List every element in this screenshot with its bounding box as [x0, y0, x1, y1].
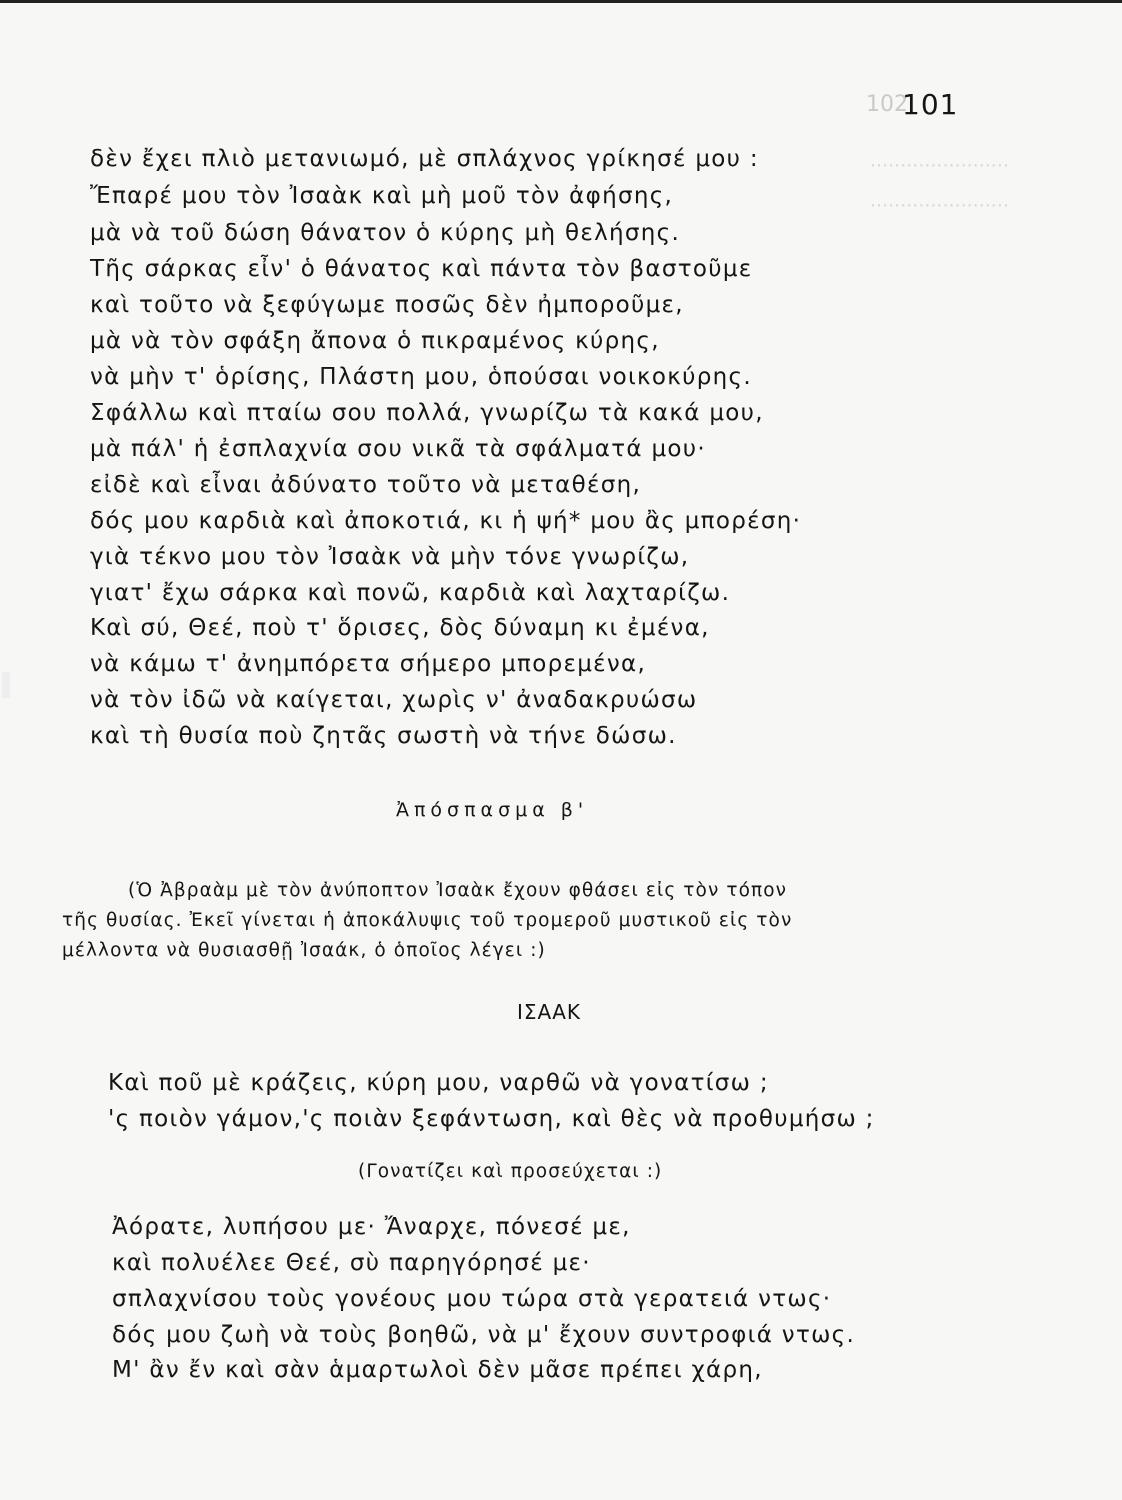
page-top-edge: [0, 0, 1122, 3]
verse-line: Ἀόρατε, λυπήσου με· Ἄναρχε, πόνεσέ με,: [112, 1214, 631, 1240]
verse-line: Σφάλλω καὶ πταίω σου πολλά, γνωρίζω τὰ κακά μου,: [90, 400, 764, 426]
speaker-name: ΙΣΑΑΚ: [517, 1000, 582, 1024]
show-through-text: ······················· ·······················: [870, 155, 1009, 217]
verse-line: δὲν ἔχει πλιὸ μετανιωμό, μὲ σπλάχνος γρίκησέ μου :: [90, 146, 759, 172]
verse-line: νὰ κάμω τ' ἀνημπόρετα σήμερο μπορεμένα,: [90, 651, 647, 677]
stage-direction-2: (Γονατίζει καὶ προσεύχεται :): [358, 1161, 663, 1182]
verse-line: καὶ πολυέλεε Θεέ, σὺ παρηγόρησέ με·: [112, 1250, 591, 1276]
verse-line: γιὰ τέκνο μου τὸν Ἰσαὰκ νὰ μὴν τόνε γνωρίζω,: [90, 544, 690, 570]
stage-direction-line: τῆς θυσίας. Ἐκεῖ γίνεται ἡ ἀποκάλυψις τοῦ τρομεροῦ μυστικοῦ εἰς τὸν: [62, 910, 793, 931]
verse-line: μὰ νὰ τοῦ δώση θάνατον ὁ κύρης μὴ θελήσης.: [90, 220, 681, 246]
verse-line: δός μου ζωὴ νὰ τοὺς βοηθῶ, νὰ μ' ἔχουν συντροφιά ντως.: [112, 1322, 856, 1348]
page-number: 101: [902, 88, 959, 121]
verse-line: σπλαχνίσου τοὺς γονέους μου τώρα στὰ γερατειά ντως·: [112, 1286, 832, 1312]
stage-direction-line: μέλλοντα νὰ θυσιασθῇ Ἰσαάκ, ὁ ὁποῖος λέγει :): [62, 940, 546, 961]
verse-line: Μ' ἂν ἔν καὶ σὰν ἁμαρτωλοὶ δὲν μᾶσε πρέπει χάρη,: [112, 1357, 763, 1383]
verse-line: μὰ πάλ' ἡ ἐσπλαχνία σου νικᾶ τὰ σφάλματά μου·: [90, 436, 706, 462]
verse-line: γιατ' ἔχω σάρκα καὶ πονῶ, καρδιὰ καὶ λαχταρίζω.: [90, 580, 731, 606]
verse-line: Καὶ σύ, Θεέ, ποὺ τ' ὅρισες, δὸς δύναμη κι ἐμένα,: [90, 615, 710, 641]
verse-line: καὶ τοῦτο νὰ ξεφύγωμε ποσῶς δὲν ἠμποροῦμε,: [90, 292, 684, 318]
stage-direction-line: (Ὁ Ἀβραὰμ μὲ τὸν ἀνύποπτον Ἰσαὰκ ἔχουν φθάσει εἰς τὸν τόπον: [128, 880, 788, 901]
verse-line: Καὶ ποῦ μὲ κράζεις, κύρη μου, ναρθῶ νὰ γονατίσω ;: [108, 1070, 769, 1096]
verse-line: 'ς ποιὸν γάμον,'ς ποιὰν ξεφάντωση, καὶ θὲς νὰ προθυμήσω ;: [108, 1106, 875, 1132]
verse-line: νὰ τὸν ἰδῶ νὰ καίγεται, χωρὶς ν' ἀναδακρυώσω: [90, 687, 698, 713]
verse-line: νὰ μὴν τ' ὁρίσης, Πλάστη μου, ὁπούσαι νοικοκύρης.: [90, 364, 752, 390]
verse-line: καὶ τὴ θυσία ποὺ ζητᾶς σωστὴ νὰ τήνε δώσω.: [90, 723, 677, 749]
gutter-mark: [2, 672, 10, 698]
fragment-heading: Ἀπόσπασμα β': [396, 799, 589, 821]
verse-line: Τῆς σάρκας εἶν' ὁ θάνατος καὶ πάντα τὸν βαστοῦμε: [90, 256, 753, 282]
show-through-page-number: 102: [866, 92, 908, 117]
verse-line: εἰδὲ καὶ εἶναι ἀδύνατο τοῦτο νὰ μεταθέση,: [90, 472, 642, 498]
verse-line: Ἔπαρέ μου τὸν Ἰσαὰκ καὶ μὴ μοῦ τὸν ἀφήσης,: [90, 183, 674, 209]
verse-line: δός μου καρδιὰ καὶ ἀποκοτιά, κι ἡ ψή* μου ἂς μπορέση·: [90, 508, 802, 534]
verse-line: μὰ νὰ τὸν σφάξη ἄπονα ὁ πικραμένος κύρης,: [90, 328, 660, 354]
